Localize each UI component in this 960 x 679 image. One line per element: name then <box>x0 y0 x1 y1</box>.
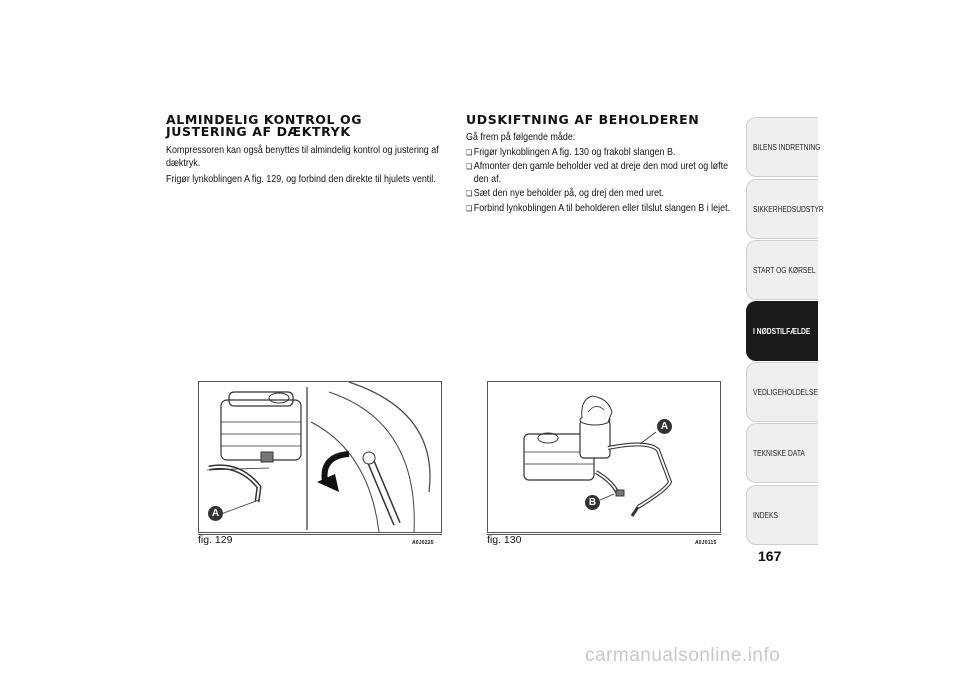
tab-label: TEKNISKE DATA <box>753 448 805 458</box>
page-number: 167 <box>758 548 782 564</box>
callout-a-label: A <box>660 421 669 432</box>
tab-start-og-korsel[interactable] <box>746 240 818 300</box>
tab-vedligeholdelse[interactable] <box>746 362 818 422</box>
callout-a <box>657 419 672 434</box>
tab-label: I NØDSTILFÆLDE <box>753 326 811 336</box>
figure-130-illustration <box>488 382 720 532</box>
bullet-item: ❏ Forbind lynkoblingen A til beholderen eller tilslut slangen B i lejet. <box>466 203 735 216</box>
bullet-item: ❏ Sæt den nye beholder på, og drej den med uret. <box>466 188 735 201</box>
figure-130-rule <box>487 534 721 535</box>
section-heading-replace-container: UDSKIFTNING AF BEHOLDEREN <box>466 112 700 127</box>
callout-b-label: B <box>588 497 597 508</box>
figure-129-code: A0J0225 <box>412 540 434 546</box>
section-heading-tire-pressure: ALMINDELIG KONTROL OG JUSTERING AF DÆKTRYK <box>166 112 363 139</box>
watermark: carmanualsonline.info <box>585 645 781 666</box>
figure-130-code: A0J0115 <box>695 540 717 546</box>
paragraph-compressor: Kompressoren kan også benyttes til almindelig kontrol og justering af dæktryk. <box>166 145 439 169</box>
tab-bilens-indretning[interactable] <box>746 117 821 177</box>
figure-129 <box>198 381 442 533</box>
tab-label: SIKKERHEDSUDSTYR <box>753 204 824 214</box>
figure-130-caption: fig. 130 <box>487 534 522 546</box>
tab-tekniske-data[interactable] <box>746 423 818 483</box>
figure-129-caption: fig. 129 <box>198 534 233 546</box>
tab-label: BILENS INDRETNING <box>753 142 821 152</box>
tab-indeks[interactable] <box>746 485 818 545</box>
left-column <box>166 114 446 187</box>
figure-130 <box>487 381 721 533</box>
callout-a <box>208 506 223 521</box>
paragraph-quick-coupling: Frigør lynkoblingen A fig. 129, og forbind den direkte til hjulets ventil. <box>166 174 436 185</box>
tab-i-nodstilfaelde[interactable] <box>746 301 818 361</box>
callout-a-label: A <box>211 508 220 519</box>
bullet-item: ❏ Afmonter den gamle beholder ved at dreje den mod uret og løfte den af. <box>466 161 735 186</box>
right-column <box>466 112 731 215</box>
tab-sikkerhedsudstyr[interactable] <box>746 179 824 239</box>
tab-label: START OG KØRSEL <box>753 265 816 275</box>
bullet-item: ❏ Frigør lynkoblingen A fig. 130 og frakobl slangen B. <box>466 147 735 160</box>
figure-129-illustration <box>199 382 441 532</box>
callout-b <box>585 495 600 510</box>
paragraph-intro: Gå frem på følgende måde: <box>466 132 576 143</box>
tab-label: INDEKS <box>753 510 778 520</box>
figure-129-rule <box>198 534 442 535</box>
tab-label: VEDLIGEHOLDELSE <box>753 387 818 397</box>
